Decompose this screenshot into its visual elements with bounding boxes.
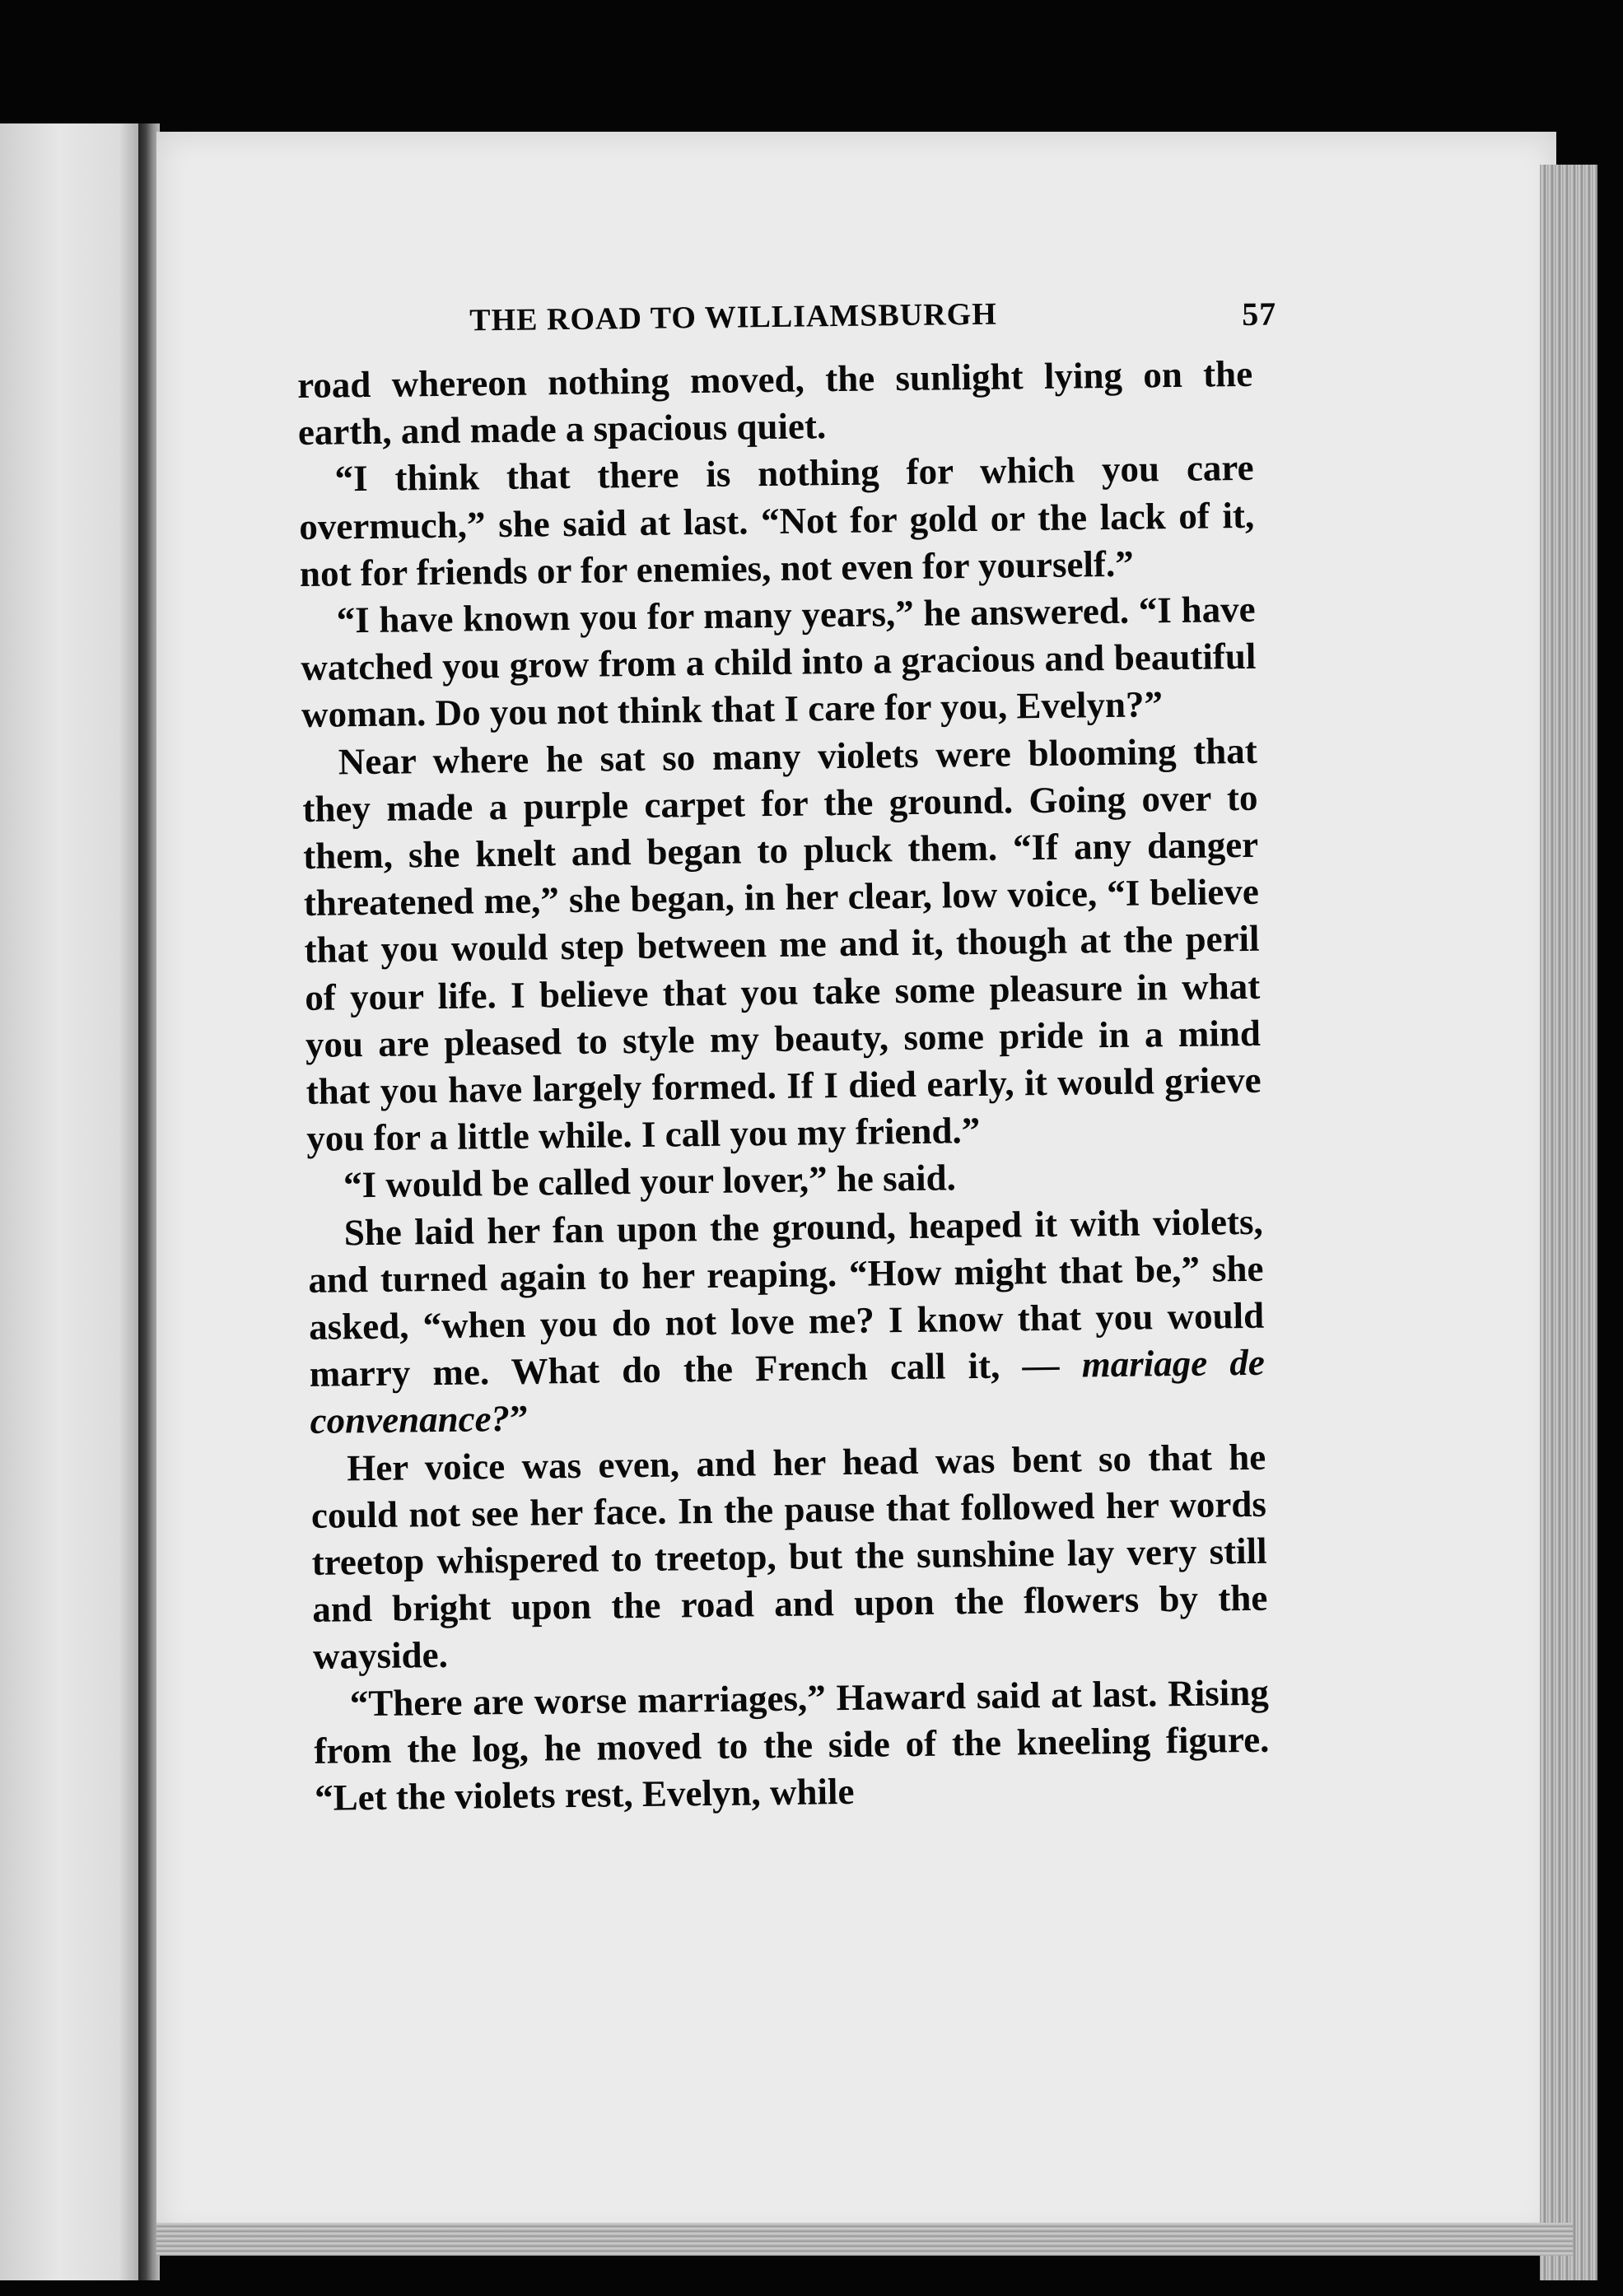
paragraph: “I think that there is nothing for which you care overmuch,” she said at last. “Not for gold or the lack of it, not for friends or for enemies, not even for yourself.” [298, 447, 1255, 594]
paragraph: Her voice was even, and her head was bent so that he could not see her face. In the pause that followed her words treetop whispered to treetop, but the sunshine lay very still and bright upon the road and upon the flowers by the wayside. [310, 1436, 1268, 1678]
paragraph: “There are worse marriages,” Haward said at last. Rising from the log, he moved to the side of the kneeling figure. “Let the violets rest, Evelyn, while [314, 1671, 1270, 1819]
page-number: 57 [1241, 295, 1277, 333]
italic-phrase: mariage de convenance? [310, 1341, 1266, 1442]
running-head-title: THE ROAD TO WILLIAMSBURGH [469, 296, 998, 338]
running-head [296, 293, 1277, 354]
facing-page-edge [0, 123, 148, 2280]
paragraph: Near where he sat so many violets were blooming that they made a purple carpet for the ground. Going over to them, she knelt and began to pluck them. “If any danger threatened me,” she began, in her clear, low voice, “I believe that you would step between me and it, though at the peril of your life. I believe that you take some pleasure in what you are pleased to style my beauty, some pride in a mind that you have largely formed. If I died early, it would grieve you for a little while. I call you my friend.” [302, 729, 1262, 1160]
paragraph-text: She laid her fan upon the ground, heaped it with violets, and turned again to her reaping. “How might that be,” she asked, “when you do not love me? I know that you would marry me. What do the French call it, — [308, 1200, 1265, 1395]
paragraph: road whereon nothing moved, the sunlight lying on the earth, and made a spacious quiet. [296, 352, 1253, 454]
closing-quote: ” [509, 1398, 529, 1440]
paragraph: “I would be called your lover,” he said. [343, 1157, 957, 1206]
paragraph-with-italic [307, 1198, 1265, 1445]
page-fore-edge [1540, 165, 1597, 2280]
page-bottom-edge [156, 2223, 1573, 2256]
page-text-block [296, 293, 1277, 1822]
body-text [297, 351, 1271, 1822]
paragraph: “I have known you for many years,” he answered. “I have watched you grow from a child into a gracious and beautiful woman. Do you not think that I care for you, Evelyn?” [301, 588, 1257, 736]
